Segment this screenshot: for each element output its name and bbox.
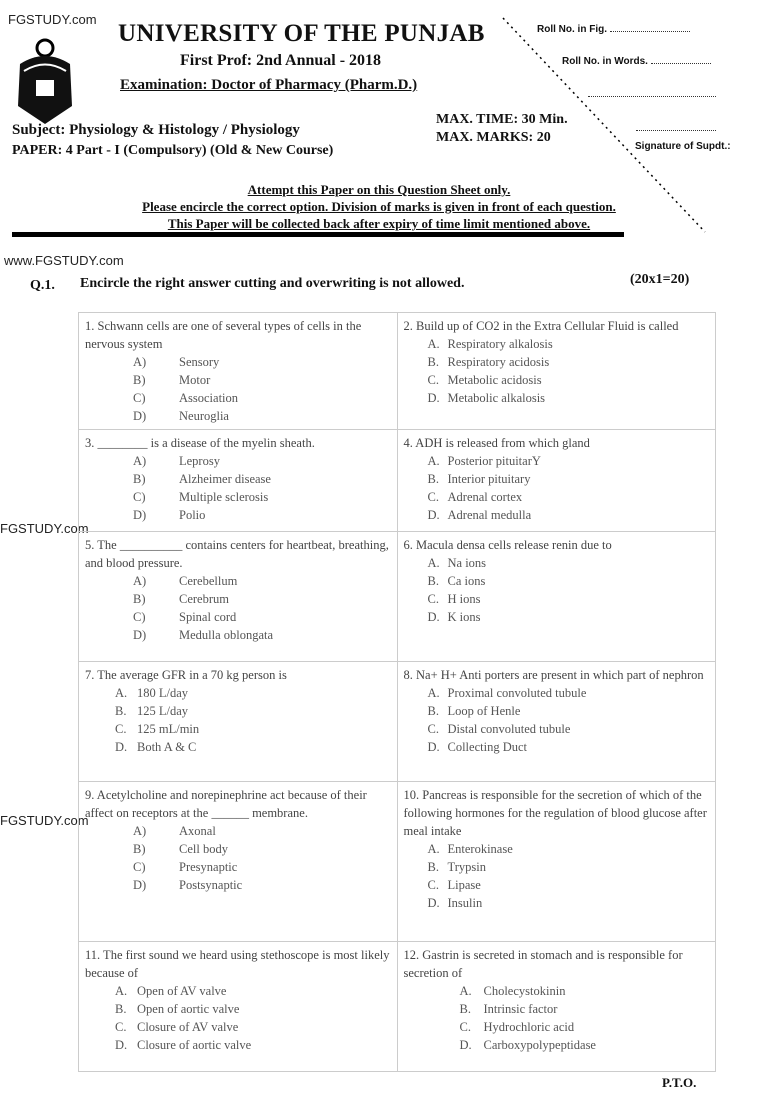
instruction: Attempt this Paper on this Question Sheet only. [247,182,511,197]
option-letter: B. [427,704,439,718]
max-marks: MAX. MARKS: 20 [436,130,551,145]
option-text: Enterokinase [447,842,513,856]
answer-option[interactable] [85,858,391,876]
option-letter: B. [115,704,127,718]
option-text: Medulla oblongata [179,628,274,642]
option-text: Collecting Duct [447,740,527,754]
question-3 [79,430,398,532]
option-text: Neuroglia [179,409,229,423]
watermark: FGSTUDY.com [0,521,89,536]
question-1 [79,313,398,430]
option-text: Adrenal cortex [447,490,523,504]
option-text: Both A & C [137,740,197,754]
option-text: 125 mL/min [137,722,200,736]
question-row [79,430,716,532]
question-8 [397,662,716,782]
option-text: Intrinsic factor [483,1002,558,1016]
question-stem: 9. Acetylcholine and norepinephrine act because of their affect on receptors at the ______ membrane. [85,788,367,820]
option-text: Polio [179,508,206,522]
answer-option[interactable] [85,608,391,626]
question-row [79,662,716,782]
answer-option[interactable] [85,1000,391,1018]
option-letter: C. [427,373,439,387]
answer-option[interactable] [404,876,710,894]
option-letter: B. [427,472,439,486]
option-text: K ions [447,610,481,624]
option-text: Closure of AV valve [137,1020,239,1034]
answer-option[interactable] [404,452,710,470]
answer-option[interactable] [404,894,710,912]
question-11 [79,942,398,1072]
option-letter: C) [133,490,146,504]
university-title: UNIVERSITY OF THE PUNJAB [118,20,485,47]
option-letter: B. [427,574,439,588]
answer-option[interactable] [404,389,710,407]
answer-option[interactable] [404,1000,710,1018]
answer-option[interactable] [404,982,710,1000]
answer-option[interactable] [85,488,391,506]
option-text: Axonal [179,824,216,838]
question-stem: 10. Pancreas is responsible for the secretion of which of the following hormones for the regulation of blood glucose after meal intake [403,788,707,838]
option-text: Closure of aortic valve [137,1038,252,1052]
answer-option[interactable] [404,684,710,702]
subject: Subject: Physiology & Histology / Physiology [12,122,300,138]
answer-option[interactable] [85,389,391,407]
option-text: Loop of Henle [447,704,521,718]
answer-option[interactable] [85,720,391,738]
answer-option[interactable] [85,452,391,470]
question-6 [397,532,716,662]
option-letter: D. [427,740,440,754]
option-letter: B. [427,860,439,874]
answer-option[interactable] [404,488,710,506]
option-text: Leprosy [179,454,220,468]
answer-option[interactable] [85,371,391,389]
option-text: Presynaptic [179,860,238,874]
question-stem: 7. The average GFR in a 70 kg person is [85,668,287,682]
answer-option[interactable] [404,608,710,626]
question-stem: 6. Macula densa cells release renin due to [403,538,612,552]
option-letter: C) [133,391,146,405]
question-stem: 11. The first sound we heard using stethoscope is most likely because of [85,948,390,980]
option-text: Lipase [447,878,481,892]
question-5 [79,532,398,662]
question-12 [397,942,716,1072]
question-row [79,313,716,430]
watermark: FGSTUDY.com [8,12,97,27]
paper: PAPER: 4 Part - I (Compulsory) (Old & New Course) [12,143,334,158]
instruction: This Paper will be collected back after expiry of time limit mentioned above. [167,216,591,231]
question-stem: 2. Build up of CO2 in the Extra Cellular Fluid is called [403,319,679,333]
option-letter: D. [427,391,440,405]
option-text: 125 L/day [137,704,189,718]
answer-option[interactable] [404,506,710,524]
answer-option[interactable] [404,1036,710,1054]
option-text: Na ions [447,556,487,570]
answer-option[interactable] [404,335,710,353]
option-letter: C. [427,592,439,606]
exam-name: Examination: Doctor of Pharmacy (Pharm.D.) [120,77,418,93]
option-letter: B. [427,355,439,369]
answer-option[interactable] [404,840,710,858]
option-letter: D. [427,896,440,910]
answer-option[interactable] [85,1036,391,1054]
question-9 [79,782,398,942]
question-stem: 12. Gastrin is secreted in stomach and is responsible for secretion of [403,948,683,980]
answer-option[interactable] [85,738,391,756]
option-text: Postsynaptic [179,878,243,892]
option-text: Ca ions [447,574,486,588]
option-letter: A. [115,686,128,700]
answer-option[interactable] [404,858,710,876]
option-text: Posterior pituitarY [447,454,541,468]
option-text: Insulin [447,896,483,910]
question-row [79,532,716,662]
answer-option[interactable] [85,876,391,894]
answer-option[interactable] [85,590,391,608]
option-text: Open of aortic valve [137,1002,240,1016]
answer-option[interactable] [404,572,710,590]
page-turn-over: P.T.O. [662,1075,697,1090]
question-stem: 3. ________ is a disease of the myelin sheath. [85,436,315,450]
option-letter: D) [133,409,147,423]
option-letter: C. [427,878,439,892]
question-stem: 1. Schwann cells are one of several types of cells in the nervous system [85,319,362,351]
option-text: Association [179,391,239,405]
option-letter: A. [427,454,440,468]
option-letter: D) [133,878,147,892]
option-text: Respiratory alkalosis [447,337,553,351]
option-letter: B) [133,472,146,486]
question-7 [79,662,398,782]
option-text: Metabolic acidosis [447,373,542,387]
answer-option[interactable] [85,572,391,590]
option-text: Cholecystokinin [483,984,566,998]
watermark: FGSTUDY.com [0,813,89,828]
answer-option[interactable] [404,1018,710,1036]
answer-option[interactable] [404,371,710,389]
option-letter: A. [427,842,440,856]
answer-option[interactable] [85,822,391,840]
option-text: Adrenal medulla [447,508,532,522]
watermark: www.FGSTUDY.com [4,253,124,268]
option-text: Motor [179,373,211,387]
signature-label: Signature of Supdt.: [635,141,731,152]
option-letter: B. [115,1002,127,1016]
option-text: 180 L/day [137,686,189,700]
option-letter: C) [133,610,146,624]
option-text: Sensory [179,355,220,369]
option-text: Trypsin [447,860,486,874]
option-letter: D) [133,628,147,642]
question-4 [397,430,716,532]
answer-option[interactable] [85,626,391,644]
answer-option[interactable] [85,506,391,524]
question-stem: 5. The __________ contains centers for heartbeat, breathing, and blood pressure. [85,538,389,570]
option-letter: D. [427,508,440,522]
roll-words-line [588,96,716,97]
option-text: Open of AV valve [137,984,227,998]
answer-option[interactable] [85,1018,391,1036]
answer-option[interactable] [85,353,391,371]
option-letter: B) [133,373,146,387]
questions-grid [78,312,716,1072]
option-text: Proximal convoluted tubule [447,686,587,700]
roll-number-words-label: Roll No. in Words. [562,56,648,67]
option-letter: D. [459,1038,472,1052]
answer-option[interactable] [404,702,710,720]
answer-option[interactable] [404,353,710,371]
prof-year: First Prof: 2nd Annual - 2018 [180,52,382,69]
option-text: Metabolic alkalosis [447,391,546,405]
answer-option[interactable] [404,554,710,572]
question-row [79,942,716,1072]
signature-line [636,130,716,131]
option-letter: C. [115,1020,127,1034]
answer-option[interactable] [404,738,710,756]
option-text: Alzheimer disease [179,472,271,486]
question-2 [397,313,716,430]
option-text: Spinal cord [179,610,237,624]
answer-option[interactable] [85,470,391,488]
option-letter: B. [459,1002,471,1016]
answer-option[interactable] [85,684,391,702]
q1-marks: (20x1=20) [630,272,690,287]
option-text: Cell body [179,842,228,856]
q1-label: Q.1. [30,278,55,293]
option-text: Respiratory acidosis [447,355,550,369]
option-text: Hydrochloric acid [483,1020,575,1034]
university-logo [14,36,76,126]
option-letter: A. [427,686,440,700]
option-letter: C. [459,1020,471,1034]
option-letter: A. [459,984,472,998]
q1-text: Encircle the right answer cutting and overwriting is not allowed. [80,276,465,291]
answer-option[interactable] [85,840,391,858]
option-letter: B) [133,842,146,856]
answer-option[interactable] [85,407,391,425]
option-text: Cerebellum [179,574,238,588]
question-stem: 4. ADH is released from which gland [403,436,590,450]
option-text: Carboxypolypeptidase [483,1038,596,1052]
option-text: Cerebrum [179,592,229,606]
question-row [79,782,716,942]
option-letter: C. [427,722,439,736]
option-letter: C) [133,860,146,874]
option-letter: A) [133,355,147,369]
option-letter: D. [427,610,440,624]
question-10 [397,782,716,942]
option-text: Interior pituitary [447,472,531,486]
instruction: Please encircle the correct option. Division of marks is given in front of each question. [142,199,616,214]
option-letter: D. [115,740,128,754]
question-stem: 8. Na+ H+ Anti porters are present in which part of nephron [403,668,704,682]
option-letter: A. [427,337,440,351]
answer-option[interactable] [404,590,710,608]
answer-option[interactable] [404,470,710,488]
option-text: Distal convoluted tubule [447,722,571,736]
option-letter: A. [427,556,440,570]
option-letter: D) [133,508,147,522]
option-letter: D. [115,1038,128,1052]
option-letter: A) [133,824,147,838]
option-letter: B) [133,592,146,606]
option-letter: C. [115,722,127,736]
answer-option[interactable] [404,720,710,738]
answer-option[interactable] [85,702,391,720]
roll-number-figures-label: Roll No. in Fig. [537,24,607,35]
option-letter: A. [115,984,128,998]
option-text: H ions [447,592,481,606]
answer-option[interactable] [85,982,391,1000]
option-text: Multiple sclerosis [179,490,269,504]
option-letter: A) [133,454,147,468]
option-letter: C. [427,490,439,504]
option-letter: A) [133,574,147,588]
max-time: MAX. TIME: 30 Min. [436,112,568,127]
